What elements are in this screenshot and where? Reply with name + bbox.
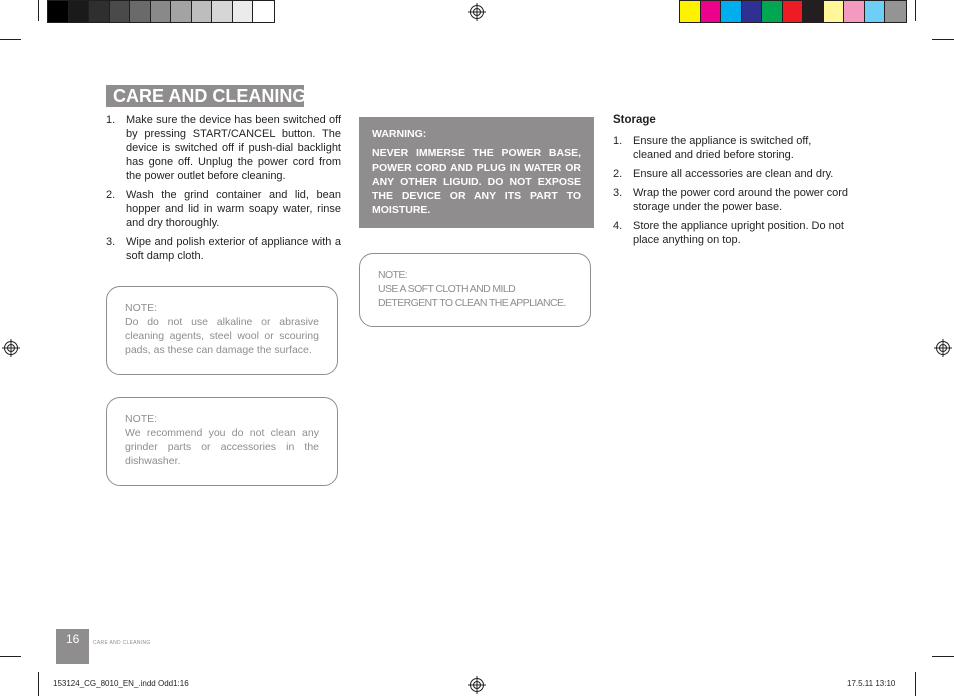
step-text: Make sure the device has been switched off by pressing START/CANCEL button. The device is switched off if push-dial backlight has gone off. Unplug the power cord from the power outlet before cleaning.	[126, 114, 341, 182]
color-swatch	[171, 1, 192, 22]
color-swatch	[721, 1, 742, 22]
step-text: Ensure the appliance is switched off, cleaned and dried before storing.	[633, 135, 812, 161]
step-text: Wrap the power cord around the power cord storage under the power base.	[633, 187, 849, 213]
color-swatch	[110, 1, 131, 22]
crop-mark	[915, 0, 916, 21]
crop-mark	[0, 39, 21, 40]
color-swatch	[865, 1, 886, 22]
list-item	[613, 167, 850, 181]
color-swatch	[824, 1, 845, 22]
registration-mark-icon	[468, 676, 486, 694]
slug-datetime: 17.5.11 13:10	[847, 679, 896, 688]
registration-mark-icon	[934, 339, 952, 357]
color-swatch	[762, 1, 783, 22]
list-item	[613, 134, 850, 162]
color-swatch	[233, 1, 254, 22]
note-label: NOTE:	[125, 413, 158, 425]
note-dishwasher	[106, 397, 338, 486]
step-number: 4.	[613, 220, 623, 232]
list-item	[613, 186, 850, 214]
list-item	[106, 113, 341, 183]
step-number: 2.	[613, 168, 623, 180]
note-soft-cloth	[359, 253, 591, 327]
cleaning-steps-list	[106, 113, 341, 263]
color-swatch	[69, 1, 90, 22]
color-swatch	[89, 1, 110, 22]
color-swatch	[701, 1, 722, 22]
list-item	[613, 219, 850, 247]
color-swatch	[151, 1, 172, 22]
crop-mark	[915, 672, 916, 696]
list-item	[106, 235, 341, 263]
step-number: 2.	[106, 189, 116, 201]
footer-section-label: CARE AND CLEANING	[93, 640, 151, 646]
note-text: USE A SOFT CLOTH AND MILD DETERGENT TO CLEAN THE APPLIANCE.	[378, 283, 566, 309]
note-abrasive-cleaners	[106, 286, 338, 375]
step-text: Ensure all accessories are clean and dry.	[633, 168, 834, 180]
color-swatch	[192, 1, 213, 22]
crop-mark	[38, 672, 39, 696]
color-swatch	[253, 1, 274, 22]
color-swatch	[130, 1, 151, 22]
storage-steps-list	[613, 134, 850, 247]
page-number: 16	[56, 629, 89, 664]
cleaning-steps-column	[106, 113, 341, 268]
note-label: NOTE:	[378, 269, 408, 281]
warning-box	[359, 117, 594, 228]
grayscale-color-bar	[47, 0, 275, 23]
storage-heading: Storage	[613, 114, 656, 126]
color-swatch	[803, 1, 824, 22]
note-text: We recommend you do not clean any grinder parts or accessories in the dishwasher.	[125, 427, 319, 467]
step-text: Store the appliance upright position. Do not place anything on top.	[633, 220, 844, 246]
step-number: 1.	[613, 135, 623, 147]
note-text: Do do not use alkaline or abrasive cleaning agents, steel wool or scouring pads, as these can damage the surface.	[125, 316, 319, 356]
color-swatch	[48, 1, 69, 22]
crop-mark	[0, 656, 21, 657]
storage-column	[613, 113, 850, 252]
step-text: Wash the grind container and lid, bean hopper and lid in warm soapy water, rinse and dry thoroughly.	[126, 189, 341, 229]
slug-filename: 153124_CG_8010_EN_.indd Odd1:16	[53, 679, 189, 688]
list-item	[106, 188, 341, 230]
crop-mark	[38, 0, 39, 21]
color-swatch	[212, 1, 233, 22]
color-swatch	[844, 1, 865, 22]
color-swatch	[885, 1, 906, 22]
registration-mark-icon	[468, 3, 486, 21]
note-label: NOTE:	[125, 302, 158, 314]
crop-mark	[932, 39, 954, 40]
process-color-bar	[679, 0, 907, 23]
warning-text: NEVER IMMERSE THE POWER BASE, POWER CORD AND PLUG IN WATER OR ANY OTHER LIGUID. DO NOT EXPOSE THE DEVICE OR ANY ITS PART TO MOISTURE.	[372, 147, 581, 217]
step-number: 3.	[106, 236, 116, 248]
color-swatch	[742, 1, 763, 22]
registration-mark-icon	[2, 339, 20, 357]
crop-mark	[932, 656, 954, 657]
color-swatch	[783, 1, 804, 22]
color-swatch	[680, 1, 701, 22]
warning-label: WARNING:	[372, 128, 427, 140]
step-number: 3.	[613, 187, 623, 199]
step-number: 1.	[106, 114, 116, 126]
step-text: Wipe and polish exterior of appliance with a soft damp cloth.	[126, 236, 341, 262]
section-title: CARE AND CLEANING	[106, 85, 304, 107]
